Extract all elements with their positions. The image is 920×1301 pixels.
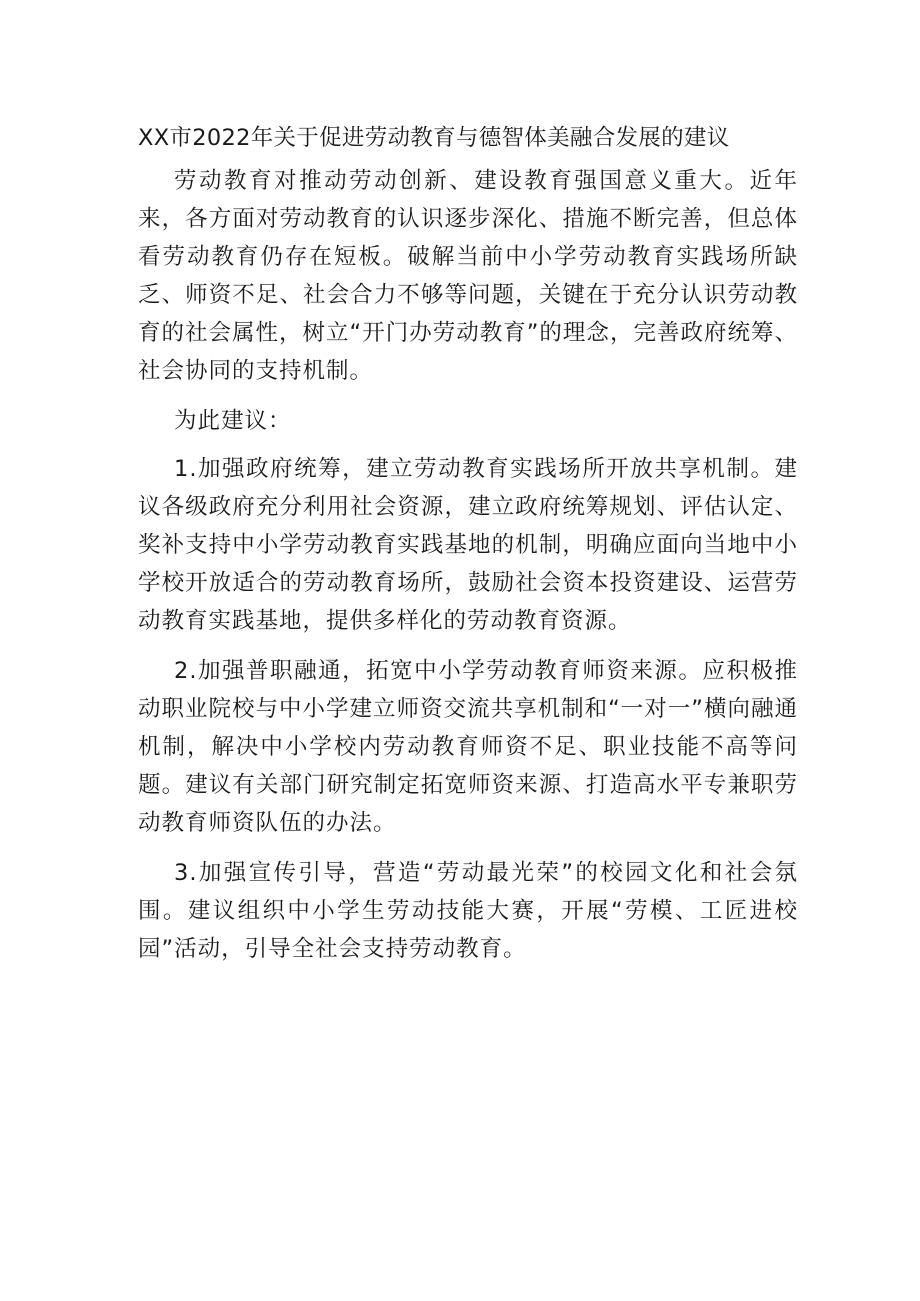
recommendation-item-1: 1.加强政府统筹，建立劳动教育实践场所开放共享机制。建议各级政府充分利用社会资源，建立政府统筹规划、评估认定、奖补支持中小学劳动教育实践基地的机制，明确应面向当地中小学校开放适合的劳动教育场所，鼓励社会资本投资建设、运营劳动教育实践基地，提供多样化的劳动教育资源。 bbox=[138, 456, 798, 634]
document-title: XX市2022年关于促进劳动教育与德智体美融合发展的建议 bbox=[138, 125, 730, 151]
intro-paragraph: 劳动教育对推动劳动创新、建设教育强国意义重大。近年来，各方面对劳动教育的认识逐步深化、措施不断完善，但总体看劳动教育仍存在短板。破解当前中小学劳动教育实践场所缺乏、师资不足、社会合力不够等问题，关键在于充分认识劳动教育的社会属性，树立“开门办劳动教育”的理念，完善政府统筹、社会协同的支持机制。 bbox=[138, 168, 798, 384]
lead-paragraph: 为此建议： bbox=[174, 408, 292, 434]
recommendation-item-3: 3.加强宣传引导，营造“劳动最光荣”的校园文化和社会氛围。建议组织中小学生劳动技能大赛，开展“劳模、工匠进校园”活动，引导全社会支持劳动教育。 bbox=[138, 860, 798, 962]
recommendation-item-2: 2.加强普职融通，拓宽中小学劳动教育师资来源。应积极推动职业院校与中小学建立师资交流共享机制和“一对一”横向融通机制，解决中小学校内劳动教育师资不足、职业技能不高等问题。建议有关部门研究制定拓宽师资来源、打造高水平专兼职劳动教育师资队伍的办法。 bbox=[138, 658, 798, 836]
document-body bbox=[138, 162, 798, 980]
